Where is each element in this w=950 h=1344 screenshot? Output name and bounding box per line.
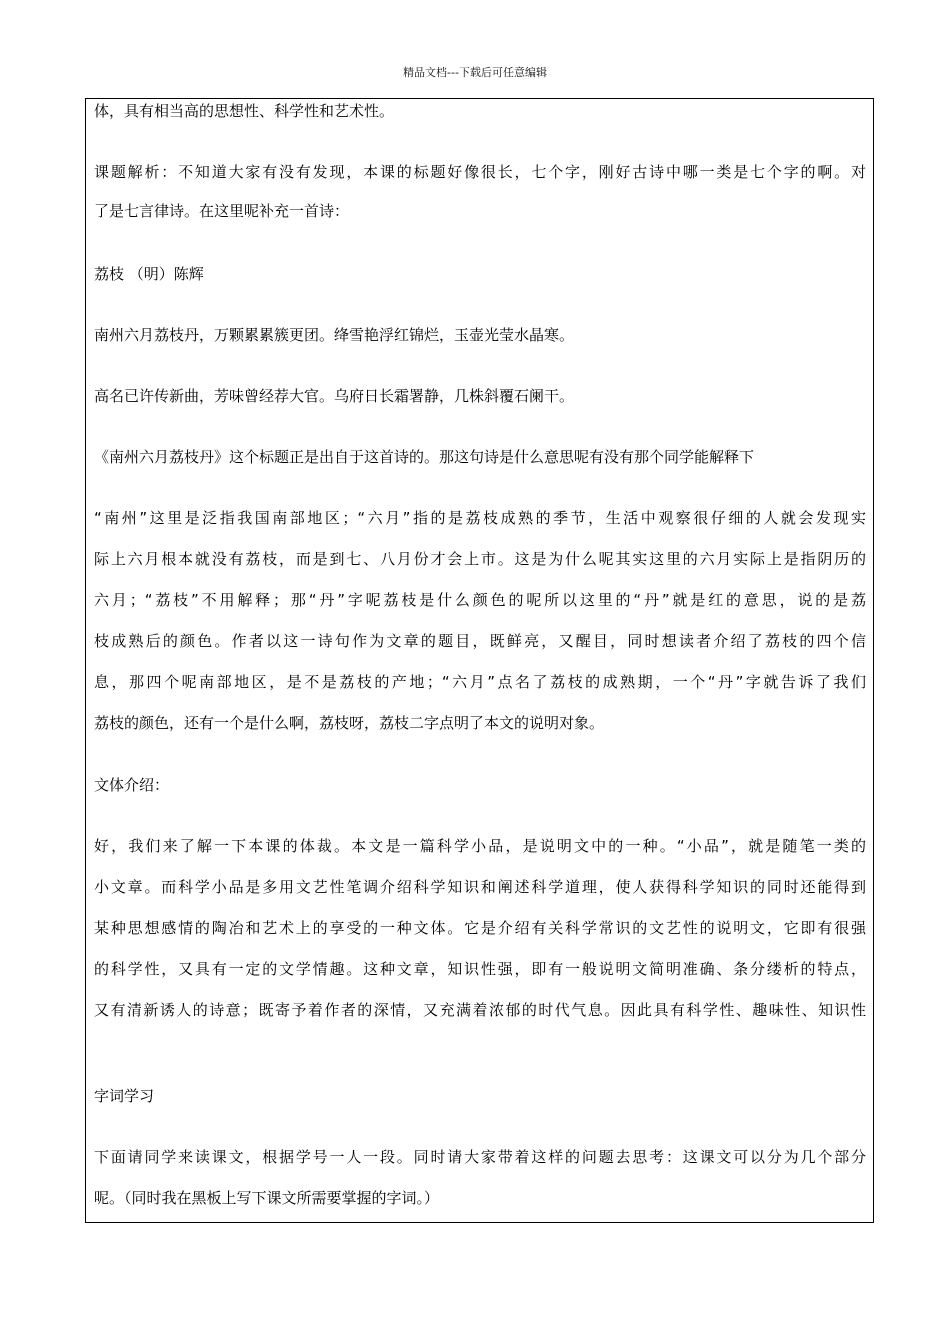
section-heading-vocabulary	[94, 1082, 866, 1111]
text-line: 体，具有相当高的思想性、科学性和艺术性。	[94, 102, 395, 120]
text-line: 六月；“荔枝”不用解释；那“丹”字呢荔枝是什么颜色的呢所以这里的“丹”就是红的意思，说的是荔	[94, 591, 866, 609]
text-line: 高名已许传新曲，芳味曾经荐大官。乌府日长霜署静，几株斜覆石阑干。	[94, 387, 575, 405]
paragraph-reading-task	[94, 1143, 866, 1213]
text-line: 枝成熟后的颜色。作者以这一诗句作为文章的题目，既鲜亮，又醒目，同时想读者介绍了荔枝的四个信	[94, 632, 866, 650]
text-line: 好，我们来了解一下本课的体裁。本文是一篇科学小品，是说明文中的一种。“小品”，就是随笔一类的	[94, 837, 866, 855]
page-header: 精品文档---下载后可任意编辑	[403, 66, 547, 79]
text-line: 某种思想感情的陶冶和艺术上的享受的一种文体。它是介绍有关科学常识的文艺性的说明文，它即有很强	[94, 919, 866, 937]
paragraph-title-source	[94, 443, 866, 472]
poem-line-2	[94, 382, 866, 411]
text-line: 课题解析：不知道大家有没有发现，本课的标题好像很长，七个字，刚好古诗中哪一类是七个字的啊。对	[94, 163, 866, 181]
text-line: 字词学习	[94, 1087, 155, 1105]
text-line: 文体介绍：	[94, 776, 170, 794]
text-line: 的科学性，又具有一定的文学情趣。这种文章，知识性强，即有一般说明文简明准确、条分缕析的特点，	[94, 960, 866, 978]
poem-line-1	[94, 321, 866, 350]
text-line: 了是七言律诗。在这里呢补充一首诗：	[94, 202, 350, 220]
paragraph-intro-end	[94, 97, 866, 126]
paragraph-title-analysis	[94, 158, 866, 226]
poem-title	[94, 260, 866, 289]
text-line: 又有清新诱人的诗意；既寄予着作者的深情，又充满着浓郁的时代气息。因此具有科学性、趣味性、知识性	[94, 1001, 866, 1019]
text-line: “南州”这里是泛指我国南部地区；“六月”指的是荔枝成熟的季节，生活中观察很仔细的人就会发现实	[94, 509, 866, 527]
text-line: 小文章。而科学小品是多用文艺性笔调介绍科学知识和阐述科学道理，使人获得科学知识的同时还能得到	[94, 878, 866, 896]
text-line: 荔枝的颜色，还有一个是什么啊，荔枝呀，荔枝二字点明了本文的说明对象。	[94, 714, 605, 732]
paragraph-genre	[94, 832, 866, 1025]
section-heading-genre	[94, 771, 866, 800]
text-line: 呢。（同时我在黑板上写下课文所需要掌握的字词。）	[94, 1189, 440, 1207]
text-line: 《南州六月荔枝丹》这个标题正是出自于这首诗的。那这句诗是什么意思呢有没有那个同学能解释下	[94, 448, 755, 466]
paragraph-title-explanation	[94, 504, 866, 738]
text-line: 息，那四个呢南部地区，是不是荔枝的产地；“六月”点名了荔枝的成熟期，一个“丹”字就告诉了我们	[94, 673, 866, 691]
text-line: 南州六月荔枝丹，万颗累累簇更团。绛雪艳浮红锦烂，玉壶光莹水晶寒。	[94, 326, 575, 344]
text-line: 际上六月根本就没有荔枝，而是到七、八月份才会上市。这是为什么呢其实这里的六月实际上是指阴历的	[94, 550, 866, 568]
text-line: 下面请同学来读课文，根据学号一人一段。同时请大家带着这样的问题去思考：这课文可以分为几个部分	[94, 1148, 866, 1166]
text-line: 荔枝 （明）陈辉	[94, 265, 204, 283]
